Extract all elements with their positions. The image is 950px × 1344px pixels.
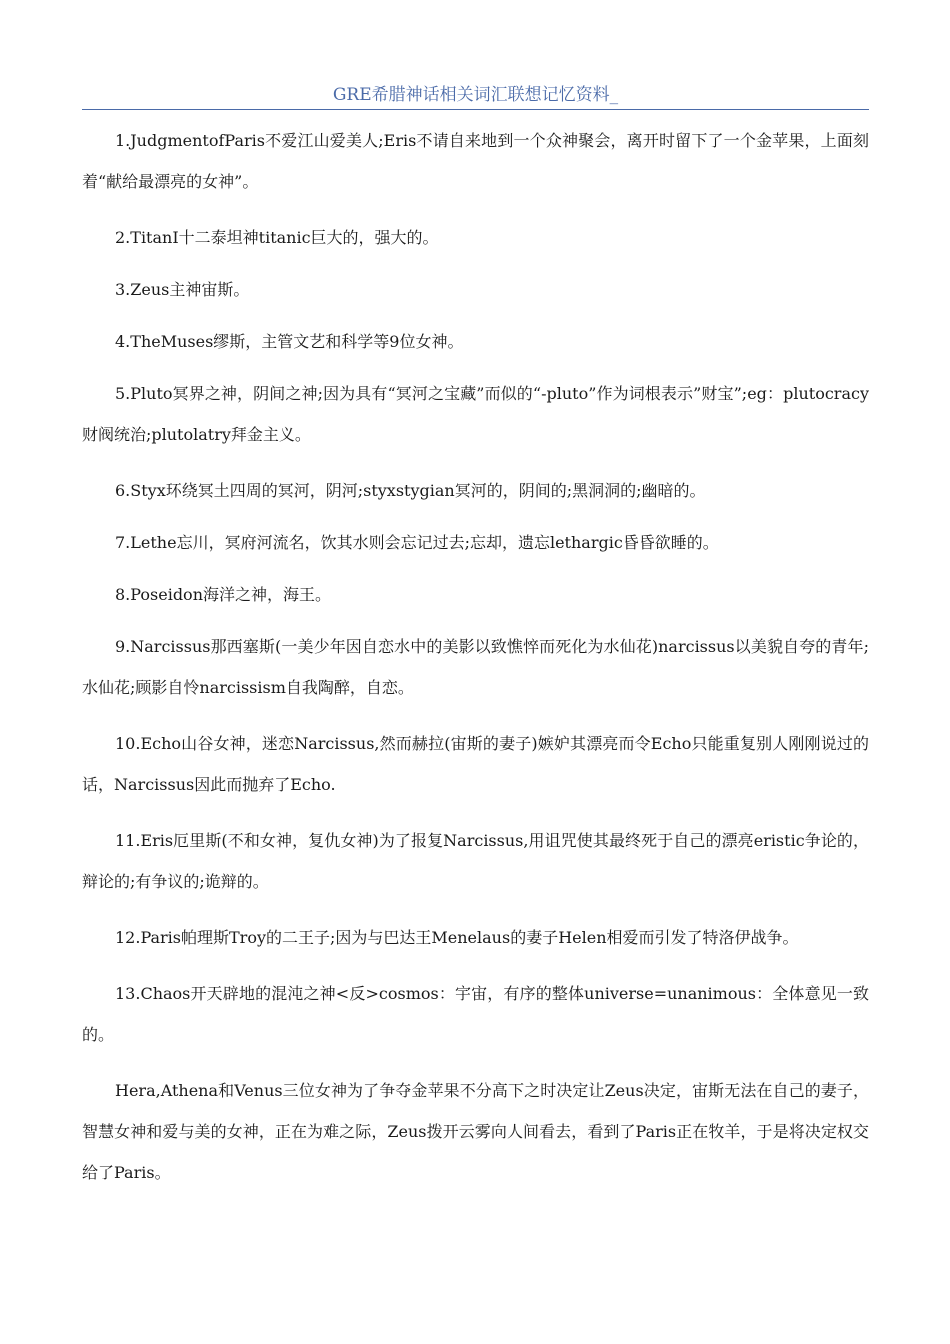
paragraph-4: 4.TheMuses缪斯，主管文艺和科学等9位女神。	[115, 332, 464, 351]
paragraph-3: 3.Zeus主神宙斯。	[115, 280, 250, 299]
paragraph-13: 13.Chaos开天辟地的混沌之神<反>cosmos：宇宙，有序的整体universe=unanimous：全体意见一致的。	[82, 984, 869, 1044]
page-header-title: GRE希腊神话相关词汇联想记忆资料_	[82, 82, 869, 110]
paragraph-11: 11.Eris厄里斯(不和女神，复仇女神)为了报复Narcissus,用诅咒使其最终死于自己的漂亮eristic争论的，辩论的;有争议的;诡辩的。	[82, 831, 869, 891]
paragraph-8: 8.Poseidon海洋之神，海王。	[115, 585, 331, 604]
paragraph-2: 2.TitanI十二泰坦神titanic巨大的，强大的。	[115, 228, 439, 247]
document-body	[82, 120, 869, 1208]
paragraph-5: 5.Pluto冥界之神，阴间之神;因为具有“冥河之宝藏”而似的“-pluto”作为词根表示”财宝”;eg：plutocracy财阀统治;plutolatry拜金主义。	[82, 384, 869, 444]
paragraph-14: Hera,Athena和Venus三位女神为了争夺金苹果不分高下之时决定让Zeus决定，宙斯无法在自己的妻子，智慧女神和爱与美的女神，正在为难之际，Zeus拨开云雾向人间看去，看到了Paris正在牧羊，于是将决定权交给了Paris。	[82, 1081, 869, 1182]
paragraph-6: 6.Styx环绕冥土四周的冥河，阴河;styxstygian冥河的，阴间的;黑洞洞的;幽暗的。	[115, 481, 706, 500]
paragraph-10: 10.Echo山谷女神，迷恋Narcissus,然而赫拉(宙斯的妻子)嫉妒其漂亮而令Echo只能重复别人刚刚说过的话，Narcissus因此而抛弃了Echo.	[82, 734, 869, 794]
paragraph-9: 9.Narcissus那西塞斯(一美少年因自恋水中的美影以致憔悴而死化为水仙花)narcissus以美貌自夸的青年;水仙花;顾影自怜narcissism自我陶醉，自恋。	[82, 637, 869, 697]
paragraph-1: 1.JudgmentofParis不爱江山爱美人;Eris不请自来地到一个众神聚会，离开时留下了一个金苹果，上面刻着“献给最漂亮的女神”。	[82, 131, 869, 191]
paragraph-12: 12.Paris帕理斯Troy的二王子;因为与巴达王Menelaus的妻子Helen相爱而引发了特洛伊战争。	[115, 928, 799, 947]
paragraph-7: 7.Lethe忘川，冥府河流名，饮其水则会忘记过去;忘却，遗忘lethargic昏昏欲睡的。	[115, 533, 719, 552]
